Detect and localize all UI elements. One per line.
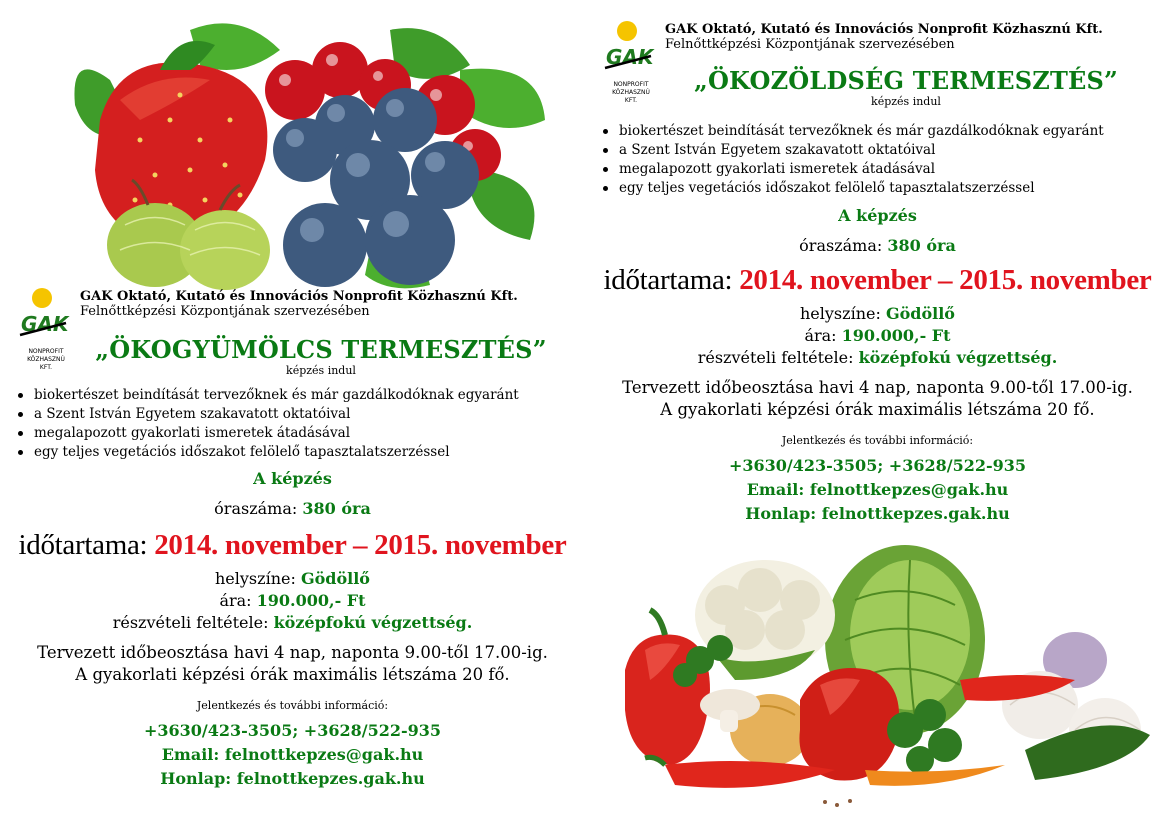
contact-intro: Jelentkezés és további információ: bbox=[196, 699, 389, 712]
duration-value: 2014. november – 2015. november bbox=[739, 264, 1152, 296]
duration-line bbox=[585, 260, 1170, 304]
logo-line1: NONPROFIT bbox=[613, 81, 649, 88]
list-item: megalapozott gyakorlati ismeretek átadásával bbox=[599, 160, 1104, 179]
logo-line2: KÖZHASZNÚ bbox=[27, 356, 65, 363]
requirement-label: részvételi feltétele: bbox=[112, 613, 269, 632]
title-block bbox=[76, 335, 566, 377]
list-item: biokertészet beindítását tervezőknek és már gazdálkodóknak egyaránt bbox=[14, 386, 519, 405]
hours-line bbox=[0, 499, 585, 525]
course-heading: A képzés bbox=[253, 469, 332, 488]
title-subtitle: képzés indul bbox=[871, 95, 941, 108]
vegetable-illustration bbox=[605, 520, 1150, 820]
title-subtitle: képzés indul bbox=[286, 364, 356, 377]
schedule-line-1: Tervezett időbeosztása havi 4 nap, naponta 9.00-től 17.00-ig. bbox=[37, 643, 548, 662]
website-line[interactable]: Honlap: felnottkepzes.gak.hu bbox=[745, 504, 1010, 523]
hours-line bbox=[585, 236, 1170, 260]
hours-value: 380 óra bbox=[302, 499, 371, 518]
hours-label: óraszáma: bbox=[799, 236, 883, 255]
schedule-line-2: A gyakorlati képzési órák maximális létszáma 20 fő. bbox=[75, 665, 510, 684]
list-item: egy teljes vegetációs időszakot felölelő tapasztalatszerzéssel bbox=[599, 179, 1104, 198]
right-flyer bbox=[585, 0, 1170, 828]
location-line bbox=[585, 304, 1170, 326]
list-item: egy teljes vegetációs időszakot felölelő tapasztalatszerzéssel bbox=[14, 443, 519, 462]
org-subtitle: Felnőttképzési Központjának szervezésében bbox=[80, 304, 370, 319]
logo-line2: KÖZHASZNÚ bbox=[612, 89, 650, 96]
course-heading: A képzés bbox=[838, 206, 917, 225]
email-line[interactable]: Email: felnottkepzes@gak.hu bbox=[161, 745, 424, 764]
sun-icon bbox=[32, 288, 52, 308]
list-item: megalapozott gyakorlati ismeretek átadásával bbox=[14, 424, 519, 443]
duration-label: időtartama: bbox=[603, 264, 733, 296]
logo-line3: KFT. bbox=[624, 97, 638, 104]
location-label: helyszíne: bbox=[215, 569, 296, 588]
price-value: 190.000,- Ft bbox=[256, 591, 366, 610]
location-value: Gödöllő bbox=[300, 569, 370, 588]
duration-value: 2014. november – 2015. november bbox=[154, 529, 567, 561]
requirement-line bbox=[0, 613, 585, 643]
fruit-illustration bbox=[40, 10, 570, 295]
hours-value: 380 óra bbox=[887, 236, 956, 255]
logo-text: GAK bbox=[606, 45, 654, 69]
price-label: ára: bbox=[219, 591, 252, 610]
org-name: GAK Oktató, Kutató és Innovációs Nonprofit Közhasznú Kft. bbox=[665, 22, 1103, 37]
phone-numbers: +3630/423-3505; +3628/522-935 bbox=[728, 456, 1027, 475]
requirement-value: középfokú végzettség. bbox=[858, 348, 1058, 367]
list-item: a Szent István Egyetem szakavatott oktatóival bbox=[599, 141, 1104, 160]
email-line[interactable]: Email: felnottkepzes@gak.hu bbox=[746, 480, 1009, 499]
org-name: GAK Oktató, Kutató és Innovációs Nonprofit Közhasznú Kft. bbox=[80, 289, 518, 304]
gak-logo bbox=[18, 287, 74, 377]
page-title: „ÖKOZÖLDSÉG TERMESZTÉS” bbox=[693, 66, 1119, 95]
list-item: biokertészet beindítását tervezőknek és már gazdálkodóknak egyaránt bbox=[599, 122, 1104, 141]
location-label: helyszíne: bbox=[800, 304, 881, 323]
schedule-line-1: Tervezett időbeosztása havi 4 nap, naponta 9.00-től 17.00-ig. bbox=[622, 378, 1133, 397]
price-line bbox=[585, 326, 1170, 348]
benefit-list bbox=[14, 386, 519, 462]
price-line bbox=[0, 591, 585, 613]
org-header bbox=[665, 22, 1103, 52]
list-item: a Szent István Egyetem szakavatott oktatóival bbox=[14, 405, 519, 424]
price-label: ára: bbox=[804, 326, 837, 345]
course-info bbox=[0, 469, 585, 793]
benefit-list bbox=[599, 122, 1104, 198]
requirement-value: középfokú végzettség. bbox=[273, 613, 473, 632]
hours-label: óraszáma: bbox=[214, 499, 298, 518]
schedule-line-2: A gyakorlati képzési órák maximális létszáma 20 fő. bbox=[660, 400, 1095, 419]
org-header bbox=[80, 289, 518, 319]
price-value: 190.000,- Ft bbox=[841, 326, 951, 345]
location-value: Gödöllő bbox=[885, 304, 955, 323]
title-block bbox=[661, 66, 1151, 108]
logo-text: GAK bbox=[21, 312, 69, 336]
requirement-line bbox=[585, 348, 1170, 378]
org-subtitle: Felnőttképzési Központjának szervezésében bbox=[665, 37, 955, 52]
location-line bbox=[0, 569, 585, 591]
duration-line bbox=[0, 525, 585, 569]
website-line[interactable]: Honlap: felnottkepzes.gak.hu bbox=[160, 769, 425, 788]
logo-line1: NONPROFIT bbox=[28, 348, 64, 355]
logo-line3: KFT. bbox=[39, 364, 53, 371]
phone-numbers: +3630/423-3505; +3628/522-935 bbox=[143, 721, 442, 740]
course-info bbox=[585, 206, 1170, 528]
requirement-label: részvételi feltétele: bbox=[697, 348, 854, 367]
sun-icon bbox=[617, 21, 637, 41]
contact-intro: Jelentkezés és további információ: bbox=[781, 434, 974, 447]
gak-logo bbox=[603, 20, 659, 110]
duration-label: időtartama: bbox=[18, 529, 148, 561]
page-title: „ÖKOGYÜMÖLCS TERMESZTÉS” bbox=[95, 335, 547, 364]
